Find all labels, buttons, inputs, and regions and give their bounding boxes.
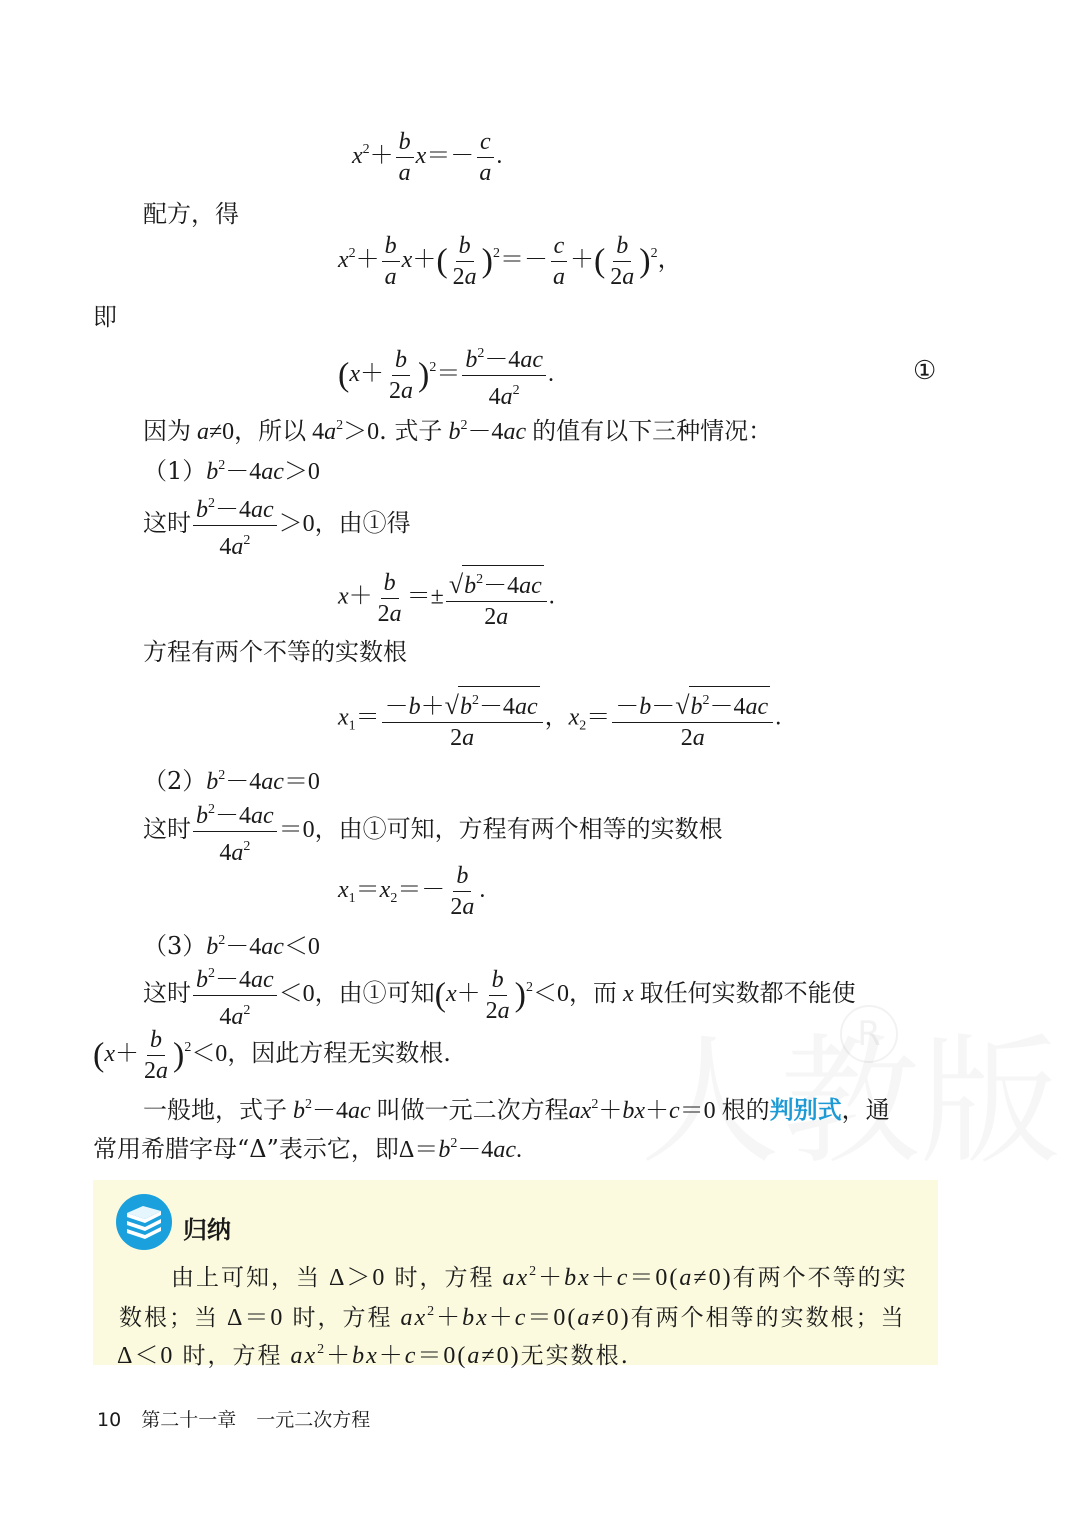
equation-one: (x＋ $\frac{b}{2a}$ )$^2$＝ $\frac{b^2-4ac}{4a^2}$ . [338,340,554,411]
case-three-statement-cont: (x＋ $\frac{b}{2a}$ )$^2$＜0，因此方程无实数根. [93,1027,451,1084]
equation-number-one: ① [913,356,937,386]
summary-line-2: 数根；当 Δ＝0 时，方程 $ax^2+bx+c=0(a\ne 0)$有两个相等的实数根；当 [119,1304,906,1331]
case-three-statement: 这时 $\frac{b^2-4ac}{4a^2}$ ＜0，由①可知(x＋ $\frac{b}{2a}$ )$^2$＜0，而 x 取任何实数都不能使 [143,960,856,1031]
text-that-is: 即 [93,303,117,331]
equation-normalized: $x^2+$ $\frac{b}{a}$ x＝－ $\frac{c}{a}$ . [352,129,503,186]
summary-line-3: Δ＜0 时，方程 $ax^2+bx+c=0(a\ne 0)$无实数根. [117,1342,630,1369]
equation-completing-square: $x^2+$ $\frac{b}{a}$ x＋( $\frac{b}{2a}$ )$^2$＝－ $\frac{c}{a}$ ＋( $\frac{b}{2a}$ )$^2$， [338,233,682,290]
equation-case-two: $x_1=x_2=-$ $\frac{b}{2a}$ . [338,863,486,920]
case-two-heading: $(2)b^2-4ac=0$ [143,767,320,795]
case-one-conclusion: 方程有两个不等的实数根 [143,638,407,666]
discriminant-definition: 一般地，式子 $b^2-4ac$ 叫做一元二次方程$ax^2+bx+c=0$ 根的判别式，通 [143,1096,890,1124]
chapter-number: 第二十一章 [141,1409,237,1431]
summary-box [93,1180,938,1369]
summary-title: 归纳 [183,1216,231,1244]
case-three-heading: $(3)b^2-4ac<0$ [143,932,320,960]
equation-case-one: x＋ $\frac{b}{2a}$ ＝± $\frac{√b^2-4ac}{2a}$ . [338,565,555,631]
roots-formula: $x_1=$ $\frac{-b+√b^2-4ac}{2a}$ ，$x_2=$ $\frac{-b-√b^2-4ac}{2a}$ . [338,686,781,752]
term-discriminant: 判别式 [769,1096,842,1124]
summary-line-1: 由上可知，当 Δ＞0 时，方程 $ax^2+bx+c=0(a\ne 0)$有两个不等的实 [171,1264,908,1291]
case-two-statement: 这时 $\frac{b^2-4ac}{4a^2}$ ＝0，由①可知，方程有两个相等的实数根 [143,796,723,867]
discriminant-definition-cont: 常用希腊字母“Δ”表示它，即$\Delta=b^2-4ac$. [93,1135,522,1163]
case-one-statement: 这时 $\frac{b^2-4ac}{4a^2}$ ＞0，由①得 [143,490,411,561]
chapter-title: 一元二次方程 [256,1409,371,1431]
registered-mark: R [840,1005,898,1063]
case-one-heading: $(1)b^2-4ac>0$ [143,457,320,485]
text-complete-square: 配方，得 [143,200,239,228]
text-because: 因为 a≠0，所以 $4a^2>0$. 式子 $b^2-4ac$ 的值有以下三种情况： [143,417,773,445]
page-footer [97,1405,370,1432]
summary-book-icon [115,1193,173,1251]
page-number: 10 [97,1409,122,1431]
